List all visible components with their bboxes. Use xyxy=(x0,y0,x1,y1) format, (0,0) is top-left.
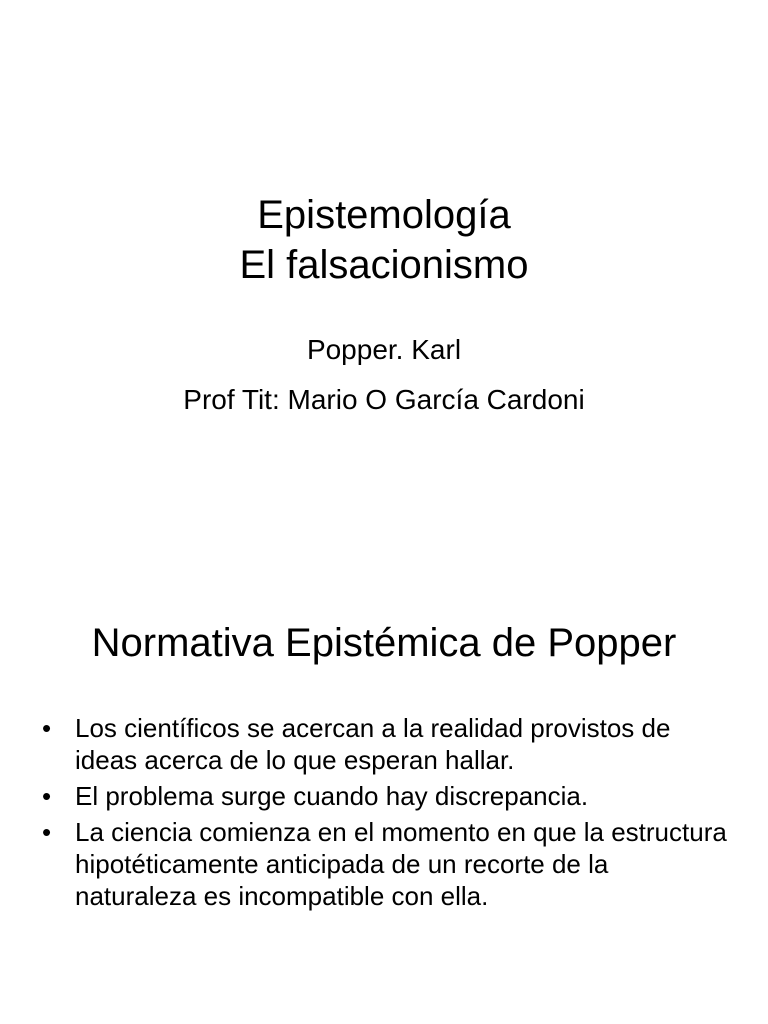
bullet-item xyxy=(42,780,732,812)
bullet-icon: • xyxy=(42,817,52,847)
slide-content xyxy=(0,512,768,1024)
bullet-icon: • xyxy=(42,781,52,811)
bullet-item xyxy=(42,816,732,912)
author-name: Popper. Karl xyxy=(306,334,462,365)
professor-name: Prof Tit: Mario O García Cardoni xyxy=(183,384,585,415)
bullet-icon: • xyxy=(42,713,52,743)
presentation-title xyxy=(0,190,768,290)
slide-heading: Normativa Epistémica de Popper xyxy=(91,621,677,665)
bullet-list xyxy=(42,712,732,916)
title-line-1: Epistemología xyxy=(257,193,511,237)
bullet-text: El problema surge cuando hay discrepancia. xyxy=(75,781,589,811)
bullet-item xyxy=(42,712,732,776)
title-line-2: El falsacionismo xyxy=(239,243,529,287)
bullet-text: La ciencia comienza en el momento en que la estructura hipotéticamente anticipada de un recorte de la naturaleza es incompatible con ella. xyxy=(75,817,727,911)
bullet-text: Los científicos se acercan a la realidad provistos de ideas acerca de lo que esperan hallar. xyxy=(75,713,671,775)
presentation-subtitle xyxy=(0,333,768,433)
